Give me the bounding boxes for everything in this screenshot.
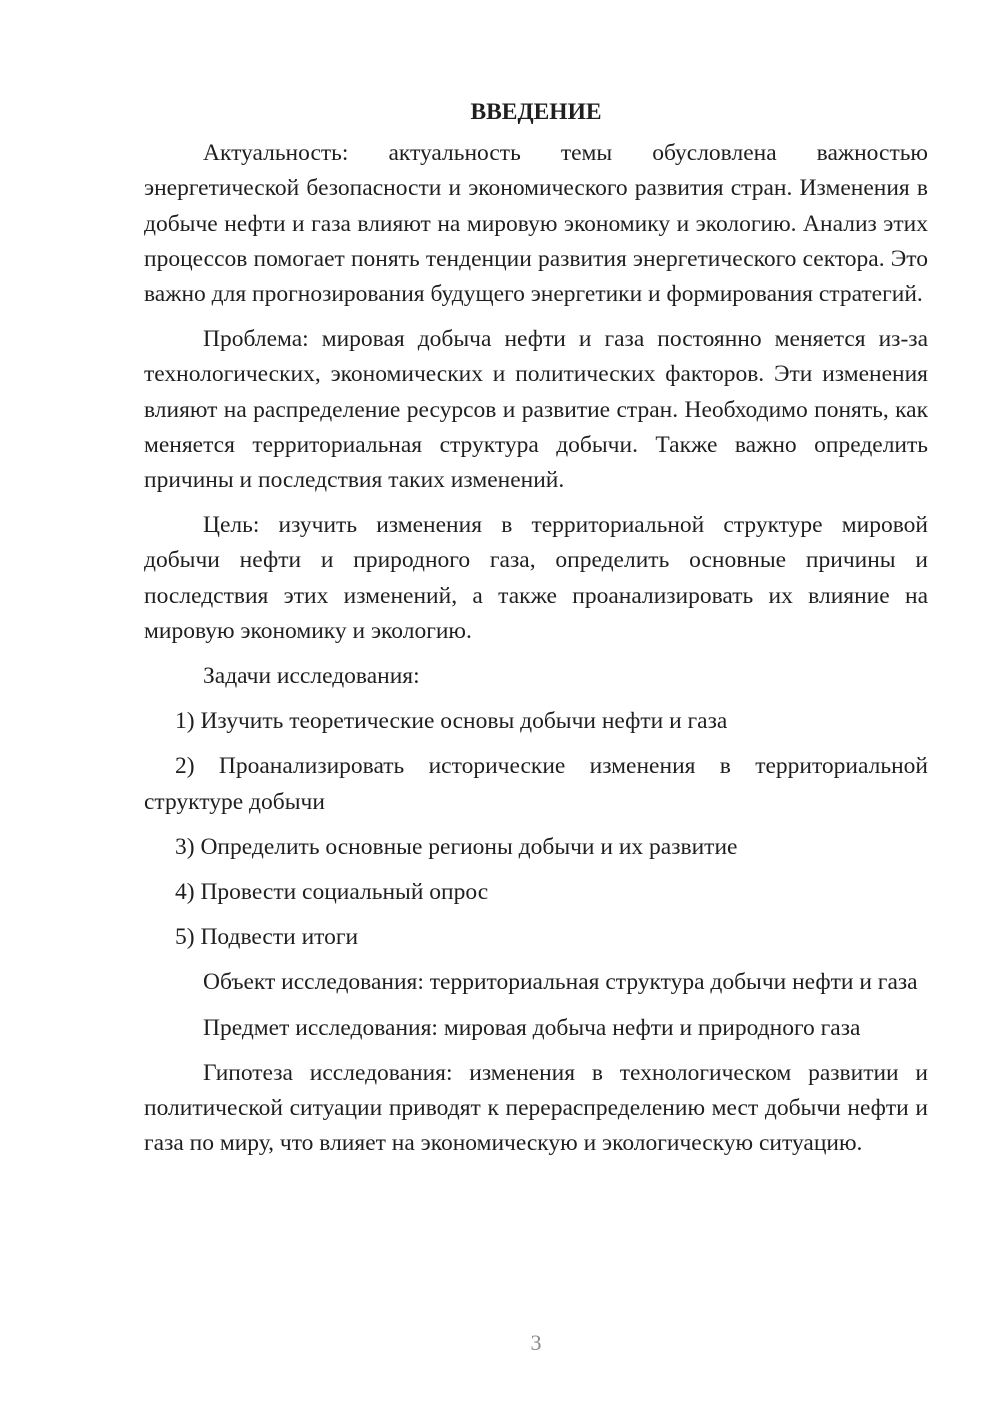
hypothesis-paragraph: Гипотеза исследования: изменения в технологическом развитии и политической ситуации приводят к перераспределению мест добычи нефти и газа по миру, что влияет на экономическую и экологическую ситуацию. bbox=[144, 1059, 928, 1157]
page-number: 3 bbox=[530, 1330, 542, 1355]
task-item-1: 1) Изучить теоретические основы добычи нефти и газа bbox=[175, 708, 728, 735]
subject-paragraph: Предмет исследования: мировая добыча нефти и природного газа bbox=[203, 1014, 861, 1041]
task-item-3: 3) Определить основные регионы добычи и их развитие bbox=[175, 833, 738, 860]
section-title: ВВЕДЕНИЕ bbox=[470, 99, 602, 125]
relevance-paragraph: Актуальность: актуальность темы обусловлена важностью энергетической безопасности и экономического развития стран. Изменения в добыче нефти и газа влияют на мировую экономику и экологию. Анализ этих процессов помогает понять тенденции развития энергетического сектора. Это важно для прогнозирования будущего энергетики и формирования стратегий. bbox=[144, 140, 928, 308]
document-page bbox=[144, 95, 928, 1171]
goal-paragraph: Цель: изучить изменения в территориальной структуре мировой добычи нефти и природного газа, определить основные причины и последствия этих изменений, а также проанализировать их влияние на мировую экономику и экологию. bbox=[144, 512, 928, 644]
problem-paragraph: Проблема: мировая добыча нефти и газа постоянно меняется из-за технологических, экономических и политических факторов. Эти изменения влияют на распределение ресурсов и развитие стран. Необходимо понять, как меняется территориальная структура добычи. Также важно определить причины и последствия таких изменений. bbox=[144, 326, 928, 494]
object-paragraph: Объект исследования: территориальная структура добычи нефти и газа bbox=[203, 969, 918, 996]
task-item-4: 4) Провести социальный опрос bbox=[175, 879, 489, 906]
tasks-heading: Задачи исследования: bbox=[203, 663, 420, 690]
task-item-5: 5) Подвести итоги bbox=[175, 924, 359, 951]
task-item-2: 2) Проанализировать исторические изменения в территориальной структуре добычи bbox=[144, 753, 928, 815]
